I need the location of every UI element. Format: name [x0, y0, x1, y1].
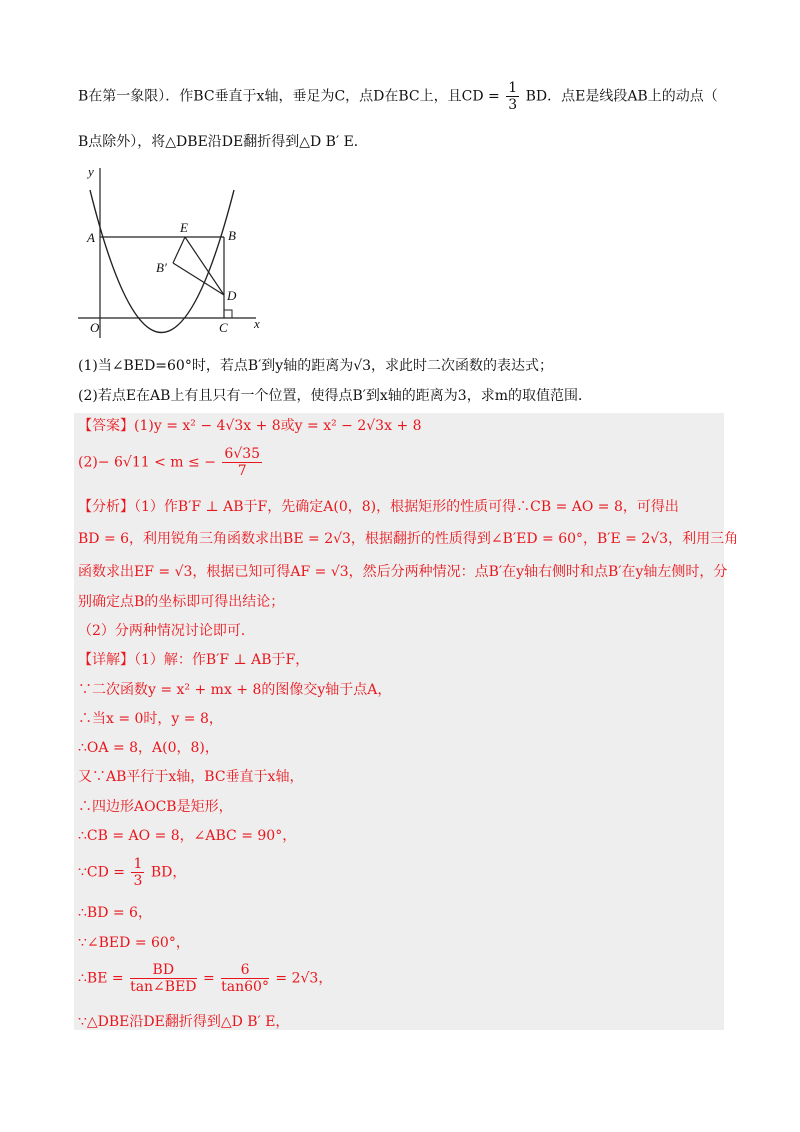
label-E: E — [180, 220, 188, 235]
label-C: C — [219, 320, 228, 335]
analysis-line-3: 函数求出EF = √3，根据已知可得AF = √3，然后分两种情况：点B′在y轴右侧时和点B′在y轴左侧时，分 — [78, 564, 728, 580]
label-x: x — [254, 316, 260, 331]
parabola-figure — [76, 160, 276, 342]
problem-line-2: B点除外），将△DBE沿DE翻折得到△D B′ E． — [78, 134, 368, 150]
fraction-6-tan60: $\frac{6}{\tan 60^\circ}$ — [221, 962, 269, 995]
analysis-line-5: （2）分两种情况讨论即可． — [78, 623, 255, 639]
detail-line-1: 【详解】（1）解：作B′F ⊥ AB于F， — [78, 652, 310, 668]
detail-line-3: ∴当x = 0时，y = 8， — [78, 711, 223, 727]
label-y: y — [88, 164, 94, 179]
analysis-line-4: 别确定点B的坐标即可得出结论； — [78, 594, 285, 610]
detail-line-9: ∴BD = 6， — [78, 905, 152, 921]
analysis-line-2: BD = 6，利用锐角三角函数求出BE = 2√3，根据翻折的性质得到∠B′ED = 60°，B′E = 2√3，利用三角 — [78, 531, 739, 547]
detail-line-7: ∴CB = AO = 8，∠ABC = 90°， — [78, 828, 297, 844]
detail-line-12: ∵△DBE沿DE翻折得到△D B′ E， — [78, 1014, 290, 1030]
fraction-cd: $\frac{1}{3}$ — [133, 856, 143, 889]
answer-line-1: 【答案】(1)y = x² − 4√3x + 8或y = x² − 2√3x + 8 — [78, 418, 422, 434]
right-angle-mark — [224, 310, 232, 318]
segment-B-prime-D — [173, 263, 224, 295]
detail-line-6: ∴四边形AOCB是矩形， — [78, 799, 233, 815]
label-D: D — [227, 288, 237, 303]
analysis-line-1: 【分析】（1）作B′F ⊥ AB于F，先确定A(0，8)，根据矩形的性质可得∴CB = AO = 8，可得出 — [78, 499, 679, 515]
label-A: A — [87, 230, 95, 245]
question-1: (1)当∠BED=60°时，若点B′到y轴的距离为√3，求此时二次函数的表达式； — [78, 358, 554, 374]
detail-line-11: ∴BE = $\frac{BD}{\text{tan∠BED}}$ = $\frac{6}{\tan 60^\circ}$ = 2√3， — [78, 962, 333, 995]
question-2: (2)若点E在AB上有且只有一个位置，使得点B′到x轴的距离为3，求m的取值范围． — [78, 388, 592, 404]
problem-line-1: B在第一象限）．作BC垂直于x轴，垂足为C，点D在BC上，且CD = $\frac{1}{3}$ BD．点E是线段AB上的动点（ — [78, 80, 718, 113]
detail-line-2: ∵二次函数y = x² + mx + 8的图像交y轴于点A， — [78, 682, 392, 698]
detail-line-10: ∵∠BED = 60°， — [78, 935, 190, 951]
answer-line-2: (2)− 6√11 < m ≤ − $\frac{6√35}{7}$ — [78, 446, 261, 479]
segment-EB-prime — [173, 237, 185, 263]
fraction-bd-tan: $\frac{BD}{\text{tan∠BED}}$ — [130, 962, 197, 995]
label-B: B — [228, 228, 236, 243]
detail-line-4: ∴OA = 8，A(0，8)， — [78, 740, 219, 756]
label-O: O — [90, 320, 100, 335]
detail-line-8: ∵CD = $\frac{1}{3}$ BD， — [78, 856, 187, 889]
fraction-one-third: $\frac{1}{3}$ — [508, 80, 518, 113]
detail-line-5: 又∵AB平行于x轴，BC垂直于x轴， — [78, 769, 304, 785]
label-B-prime: B′ — [156, 260, 167, 275]
fraction-answer: $\frac{6√35}{7}$ — [224, 446, 261, 479]
